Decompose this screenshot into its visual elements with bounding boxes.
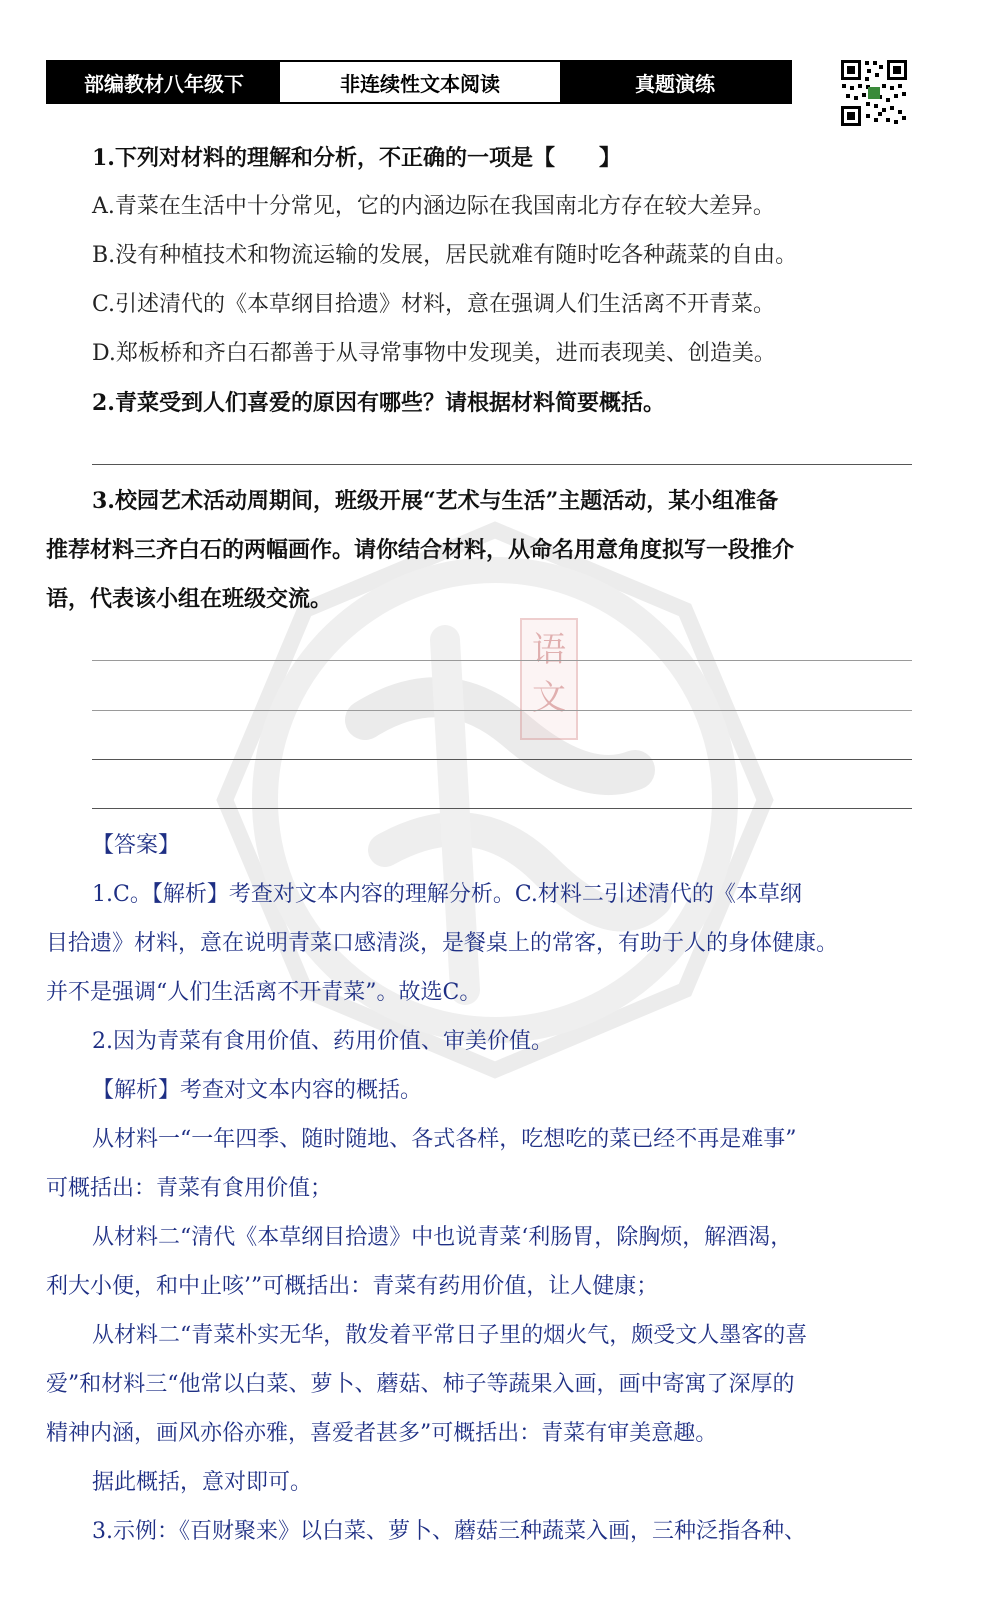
question-1-stem: 1.下列对材料的理解和分析，不正确的一项是【 】 [92, 145, 621, 171]
header-topic-label: 非连续性文本阅读 [280, 62, 560, 102]
answer-line [92, 710, 912, 711]
header-grade-label: 部编教材八年级下 [48, 62, 280, 102]
answer-line [92, 660, 912, 661]
answer-line-text: 从材料二“青菜朴实无华，散发着平常日子里的烟火气，颇受文人墨客的喜 [92, 1323, 808, 1348]
watermark-seal: 语 文 [520, 618, 578, 740]
answer-line-text: 1.C。【解析】考查对文本内容的理解分析。C.材料二引述清代的《本草纲 [92, 882, 802, 907]
answer-line [92, 808, 912, 809]
answer-line-text: 目拾遗》材料，意在说明青菜口感清淡，是餐桌上的常客，有助于人的身体健康。 [46, 931, 839, 956]
question-3-stem-line-1: 3.校园艺术活动周期间，班级开展“艺术与生活”主题活动，某小组准备 [92, 488, 779, 514]
answer-line-text: 2.因为青菜有食用价值、药用价值、审美价值。 [92, 1029, 553, 1054]
answer-heading: 【答案】 [92, 833, 181, 858]
qr-code-icon [839, 58, 909, 128]
answer-line-text: 从材料二“清代《本草纲目拾遗》中也说青菜‘利肠胃，除胸烦，解酒渴， [92, 1225, 793, 1250]
answer-line [92, 464, 912, 465]
question-1-option-d: D.郑板桥和齐白石都善于从寻常事物中发现美，进而表现美、创造美。 [92, 341, 776, 366]
answer-line-text: 爱”和材料三“他常以白菜、萝卜、蘑菇、柿子等蔬果入画，画中寄寓了深厚的 [46, 1372, 795, 1397]
header-section-label: 真题演练 [560, 62, 790, 102]
question-3-stem-line-2: 推荐材料三齐白石的两幅画作。请你结合材料，从命名用意角度拟写一段推介 [46, 537, 795, 563]
answer-line-text: 并不是强调“人们生活离不开青菜”。故选C。 [46, 980, 482, 1005]
answer-line-text: 利大小便，和中止咳’”可概括出：青菜有药用价值，让人健康； [46, 1274, 659, 1299]
answer-line-text: 精神内涵，画风亦俗亦雅，喜爱者甚多”可概括出：青菜有审美意趣。 [46, 1421, 718, 1446]
answer-line-text: 据此概括，意对即可。 [92, 1470, 313, 1495]
header-bar [46, 60, 792, 104]
question-3-stem-line-3: 语，代表该小组在班级交流。 [46, 586, 333, 612]
answer-line [92, 759, 912, 760]
answer-line-text: 从材料一“一年四季、随时随地、各式各样，吃想吃的菜已经不再是难事” [92, 1127, 797, 1152]
question-1-option-a: A.青菜在生活中十分常见，它的内涵边际在我国南北方存在较大差异。 [92, 194, 775, 219]
answer-line-text: 【解析】考查对文本内容的概括。 [92, 1078, 423, 1103]
answer-line-text: 可概括出：青菜有食用价值； [46, 1176, 333, 1201]
answer-line-text: 3.示例：《百财聚来》以白菜、萝卜、蘑菇三种蔬菜入画，三种泛指各种、 [92, 1519, 806, 1544]
question-1-option-c: C.引述清代的《本草纲目拾遗》材料，意在强调人们生活离不开青菜。 [92, 292, 776, 317]
question-2-stem: 2.青菜受到人们喜爱的原因有哪些？请根据材料简要概括。 [92, 390, 665, 416]
question-1-option-b: B.没有种植技术和物流运输的发展，居民就难有随时吃各种蔬菜的自由。 [92, 243, 798, 268]
